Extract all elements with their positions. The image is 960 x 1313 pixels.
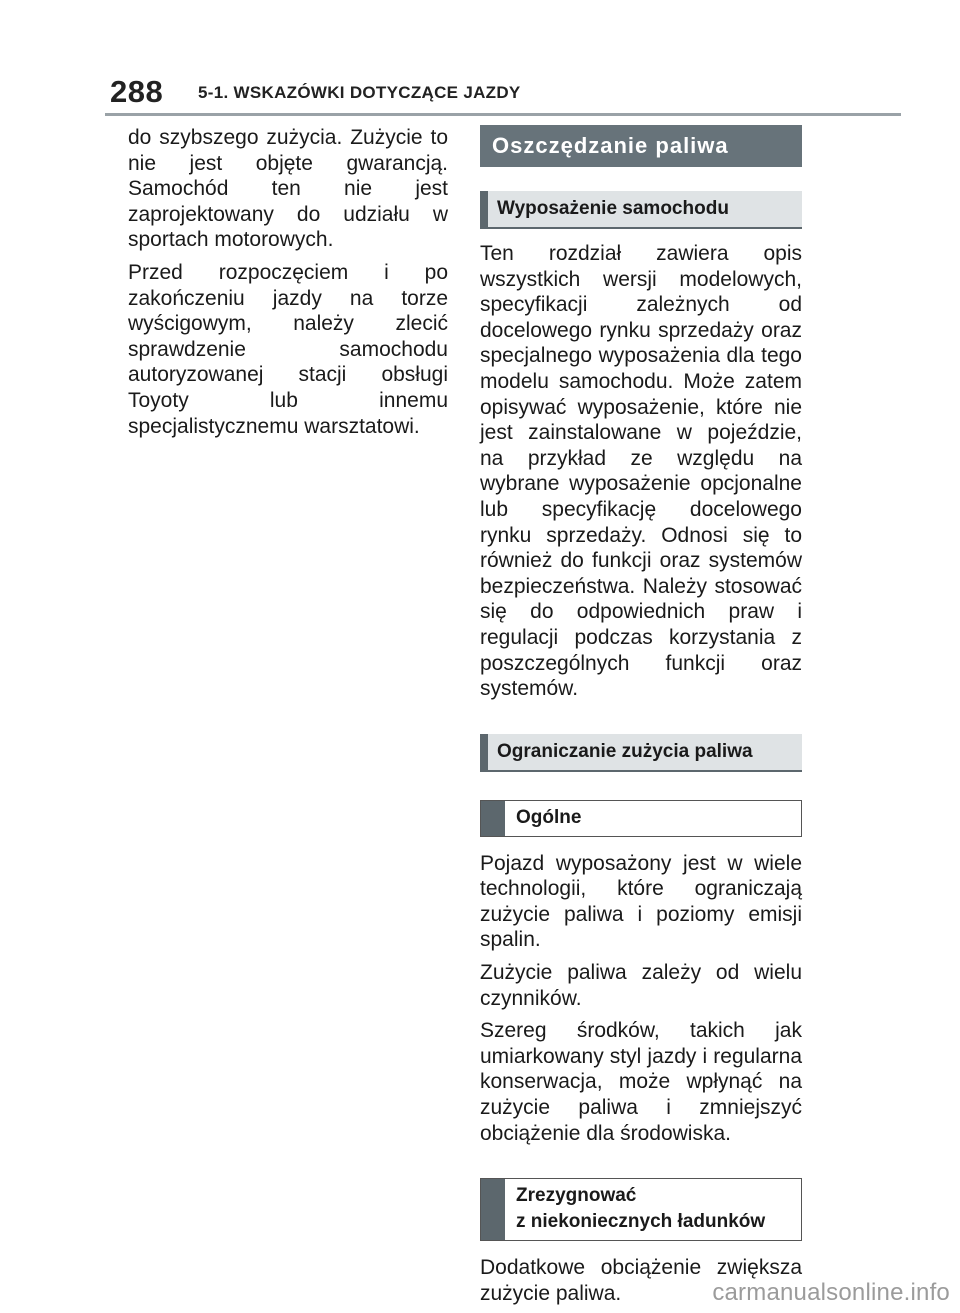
general-heading-label: Ogólne bbox=[516, 806, 582, 828]
equipment-paragraph: Ten rozdział zawiera opis wszystkich wersji modelowych, specyfikacji zależnych od docelowego rynku sprzedaży oraz specjalnego wyposażenia dla tego modelu samochodu. Może zatem opisywać wyposażenie, które nie jest zainstalowane w pojeździe, na przykład ze względu na wybrane wyposażenie opcjonalne lub specyfikację docelowego rynku sprzedaży. Odnosi się to również do funkcji oraz systemów bezpieczeństwa. Należy stosować się do odpowiednich praw i regulacji podczas korzystania z poszczególnych funkcji oraz systemów. bbox=[480, 242, 802, 701]
right-column bbox=[480, 125, 802, 1306]
page-number: 288 bbox=[110, 74, 164, 109]
watermark: carmanualsonline.info bbox=[712, 1279, 950, 1306]
loads-heading bbox=[480, 1178, 802, 1241]
general-heading bbox=[480, 800, 802, 837]
loads-paragraph: Dodatkowe obciążenie zwiększa zużycie paliwa. bbox=[480, 1256, 802, 1305]
general-paragraph-1: Pojazd wyposażony jest w wiele technologii, które ograniczają zużycie paliwa i poziomy emisji spalin. bbox=[480, 851, 802, 952]
loads-heading-line-1: Zrezygnować bbox=[516, 1185, 637, 1207]
fuel-saving-heading: Oszczędzanie paliwa bbox=[480, 125, 802, 167]
left-column bbox=[128, 125, 448, 439]
header-rule bbox=[105, 113, 901, 116]
left-paragraph-1: do szybszego zużycia. Zużycie to nie jest objęte gwarancją. Samochód ten nie jest zaprojektowany do udziału w sportach motorowych. bbox=[128, 126, 448, 252]
general-paragraph-3: Szereg środków, takich jak umiarkowany styl jazdy i regularna konserwacja, może wpłynąć na zużycie paliwa i zmniejszyć obciążenie dla środowiska. bbox=[480, 1019, 802, 1145]
equipment-heading: Wyposażenie samochodu bbox=[480, 191, 802, 229]
consumption-heading: Ograniczanie zużycia paliwa bbox=[480, 734, 802, 772]
loads-heading-line-2: z niekoniecznych ładunków bbox=[516, 1211, 766, 1233]
section-header: 5-1. WSKAZÓWKI DOTYCZĄCE JAZDY bbox=[198, 83, 521, 102]
left-paragraph-2: Przed rozpoczęciem i po zakończeniu jazdy na torze wyścigowym, należy zlecić sprawdzenie samochodu autoryzowanej stacji obsługi Toyoty lub innemu specjalistycznemu warsztatowi. bbox=[128, 260, 448, 438]
general-paragraph-2: Zużycie paliwa zależy od wielu czynników. bbox=[480, 961, 802, 1010]
